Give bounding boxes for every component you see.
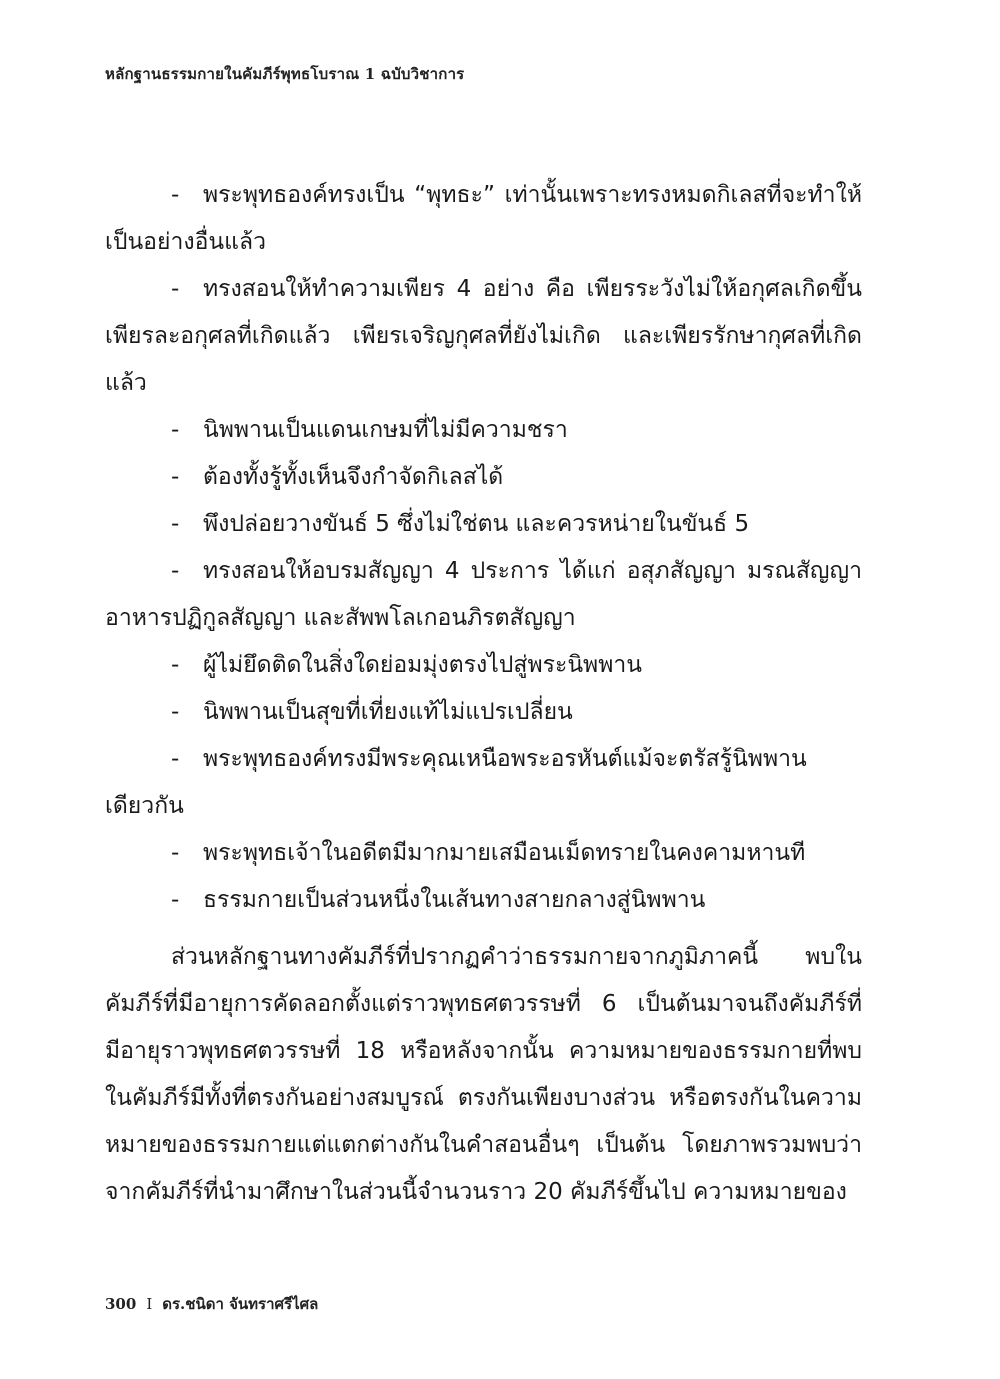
bullet-text: ธรรมกายเป็นส่วนหนึ่งในเส้นทางสายกลางสู่นิพพาน <box>203 887 706 913</box>
bullet-item <box>105 548 862 642</box>
bullet-dash: - <box>171 840 180 866</box>
bullet-text: นิพพานเป็นสุขที่เที่ยงแท้ไม่แปรเปลี่ยน <box>203 699 573 725</box>
bullet-text: พระพุทธองค์ทรงเป็น “พุทธะ” เท่านั้นเพราะทรงหมดกิเลสที่จะทำให้เป็นอย่างอื่นแล้ว <box>105 182 862 255</box>
bullet-dash: - <box>171 887 180 913</box>
bullet-dash: - <box>171 511 180 537</box>
bullet-dash: - <box>171 182 180 208</box>
bullet-dash: - <box>171 652 180 678</box>
bullet-item <box>105 642 862 689</box>
footer-separator: I <box>146 1295 153 1313</box>
bullet-item <box>105 736 862 830</box>
bullet-text: พึงปล่อยวางขันธ์ 5 ซึ่งไม่ใช่ตน และควรหน่ายในขันธ์ 5 <box>203 511 750 537</box>
bullet-dash: - <box>171 558 180 584</box>
bullet-item <box>105 689 862 736</box>
bullet-item <box>105 266 862 407</box>
bullet-text: ต้องทั้งรู้ทั้งเห็นจึงกำจัดกิเลสได้ <box>203 464 504 490</box>
bullet-dash: - <box>171 276 180 302</box>
bullet-item <box>105 407 862 454</box>
body-text <box>105 172 862 1216</box>
bullet-dash: - <box>171 464 180 490</box>
bullet-item <box>105 501 862 548</box>
author-name: ดร.ชนิดา จันทราศรีไศล <box>162 1295 319 1313</box>
running-footer <box>105 1292 318 1316</box>
bullet-dash: - <box>171 699 180 725</box>
bullet-item <box>105 877 862 924</box>
bullet-text: ผู้ไม่ยึดติดในสิ่งใดย่อมมุ่งตรงไปสู่พระนิพพาน <box>203 652 642 678</box>
bullet-item <box>105 830 862 877</box>
bullet-text: ทรงสอนให้ทำความเพียร 4 อย่าง คือ เพียรระวังไม่ให้อกุศลเกิดขึ้น เพียรละอกุศลที่เกิดแล้ว เพียรเจริญกุศลที่ยังไม่เกิด และเพียรรักษากุศลที่เกิดแล้ว <box>105 276 862 396</box>
running-header: หลักฐานธรรมกายในคัมภีร์พุทธโบราณ 1 ฉบับวิชาการ <box>105 65 465 83</box>
bullet-text: ทรงสอนให้อบรมสัญญา 4 ประการ ได้แก่ อสุภสัญญา มรณสัญญา อาหารปฏิกูลสัญญา และสัพพโลเกอนภิรตสัญญา <box>105 558 862 631</box>
bullet-dash: - <box>171 417 180 443</box>
body-paragraph: ส่วนหลักฐานทางคัมภีร์ที่ปรากฏคำว่าธรรมกายจากภูมิภาคนี้ พบในคัมภีร์ที่มีอายุการคัดลอกตั้งแต่ราวพุทธศตวรรษที่ 6 เป็นต้นมาจนถึงคัมภีร์ที่มีอายุราวพุทธศตวรรษที่ 18 หรือหลังจากนั้น ความหมายของธรรมกายที่พบในคัมภีร์มีทั้งที่ตรงกันอย่างสมบูรณ์ ตรงกันเพียงบางส่วน หรือตรงกันในความหมายของธรรมกายแต่แตกต่างกันในคำสอนอื่นๆ เป็นต้น โดยภาพรวมพบว่าจากคัมภีร์ที่นำมาศึกษาในส่วนนี้จำนวนราว 20 คัมภีร์ขึ้นไป ความหมายของ <box>105 944 862 1205</box>
bullet-text: พระพุทธองค์ทรงมีพระคุณเหนือพระอรหันต์แม้จะตรัสรู้นิพพานเดียวกัน <box>105 746 807 819</box>
bullet-dash: - <box>171 746 180 772</box>
bullet-item <box>105 172 862 266</box>
page-number: 300 <box>105 1295 137 1313</box>
bullet-text: พระพุทธเจ้าในอดีตมีมากมายเสมือนเม็ดทรายในคงคามหานที <box>203 840 806 866</box>
bullet-text: นิพพานเป็นแดนเกษมที่ไม่มีความชรา <box>203 417 568 443</box>
bullet-item <box>105 454 862 501</box>
